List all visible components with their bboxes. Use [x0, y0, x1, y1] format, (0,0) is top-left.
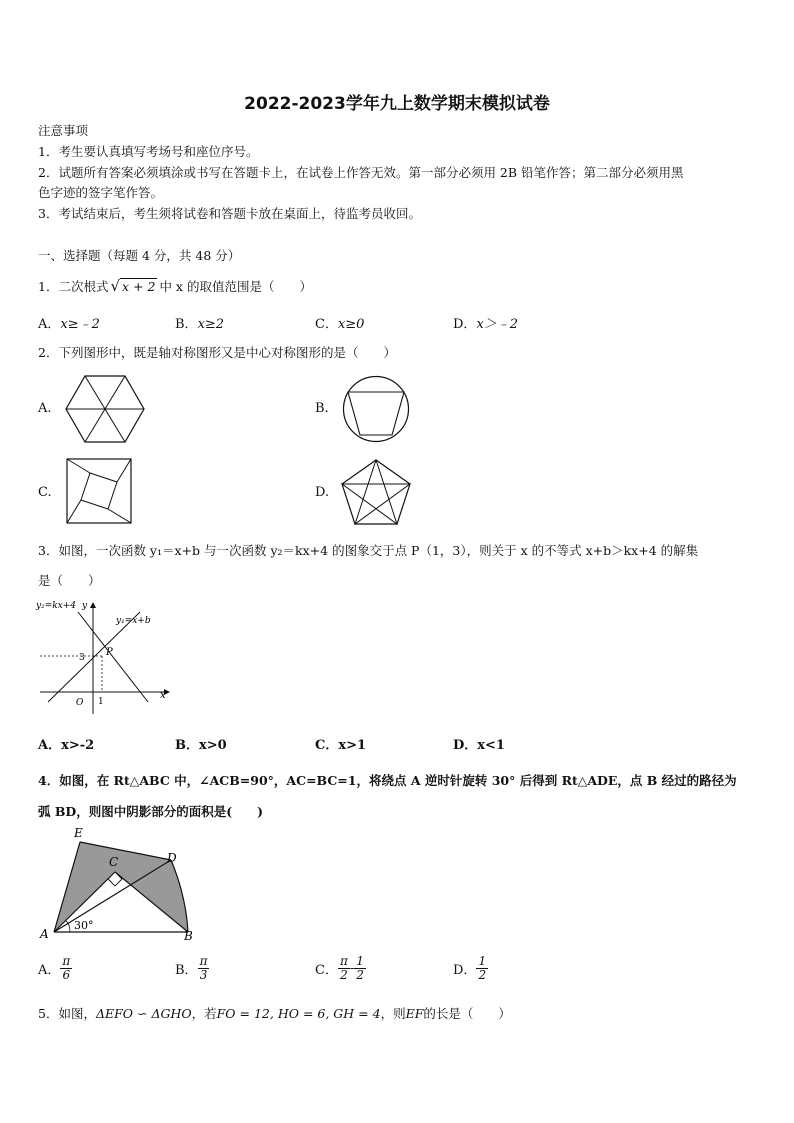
question-4-line-2: 弧 BD，则图中阴影部分的面积是( ) [38, 804, 264, 819]
page-title: 2022-2023学年九上数学期末模拟试卷 [244, 94, 550, 114]
question-5: 5．如图，ΔEFO ∽ ΔGHO，若FO = 12, HO = 6, GH = 4，则EF的长是（ ） [38, 1006, 511, 1021]
question-4-line-1: 4．如图，在 Rt△ABC 中，∠ACB=90°，AC=BC=1，将绕点 A 逆时针旋转 30° 后得到 Rt△ADE，点 B 经过的路径为 [38, 773, 737, 788]
notice-item: 1．考生要认真填写考场号和座位序号。 [38, 144, 259, 159]
q2-label-a: A. [38, 401, 52, 416]
label-one: 1 [98, 697, 104, 707]
q1-stem-post: 中 x 的取值范围是（ ） [159, 279, 312, 294]
section-heading: 一、选择题（每题 4 分，共 48 分） [38, 248, 241, 263]
q1-radical: √ x + 2 [110, 277, 156, 295]
q1-option-c: C．x≥0 [315, 317, 365, 332]
label-three: 3 [79, 653, 85, 663]
q2-figure-a-hexagon [65, 375, 145, 443]
notice-item: 2．试题所有答案必须填涂或书写在答题卡上，在试卷上作答无效。第一部分必须用 2B 铅笔作答；第二部分必须用黑 [38, 165, 684, 180]
q1-radicand: x + 2 [122, 279, 156, 294]
q4-figure [36, 824, 206, 946]
question-1 [38, 277, 312, 295]
y-axis-arrow [90, 602, 96, 608]
q4-option-b: B． $\frac{\pi}{3}$ [175, 954, 208, 982]
question-3-line-1: 3．如图，一次函数 y₁＝x+b 与一次函数 y₂＝kx+4 的图象交于点 P（1，3），则关于 x 的不等式 x+b＞kx+4 的解集 [38, 543, 699, 558]
q5-similar: ΔEFO ∽ ΔGHO [95, 1006, 192, 1021]
q3-option-b: B．x>0 [175, 738, 227, 753]
label-b: B [184, 929, 193, 943]
notice-heading: 注意事项 [38, 123, 89, 138]
q3-option-d: D．x<1 [453, 738, 505, 753]
question-2: 2．下列图形中，既是轴对称图形又是中心对称图形的是（ ） [38, 345, 396, 360]
notice-item: 3．考试结束后，考生须将试卷和答题卡放在桌面上，待监考员收回。 [38, 206, 421, 221]
label-origin: O [76, 698, 84, 708]
label-y2: y₂=kx+4 [36, 601, 77, 611]
q3-option-c: C．x>1 [315, 738, 367, 753]
q2-figure-c-square-pinwheel [66, 458, 132, 524]
q2-label-d: D. [315, 485, 330, 500]
q5-target: EF [405, 1006, 424, 1021]
question-3-line-2: 是（ ） [38, 573, 101, 588]
label-y-axis: y [82, 601, 88, 611]
q4-option-d: D． $\frac{1}{2}$ [453, 954, 487, 982]
label-y1: y₁=x+b [116, 616, 151, 626]
label-e: E [74, 826, 83, 840]
q1-stem-pre: 1．二次根式 [38, 279, 109, 294]
q5-given: FO = 12, HO = 6, GH = 4 [216, 1006, 381, 1021]
q4-option-a: A． $\frac{\pi}{6}$ [38, 954, 71, 982]
q2-figure-b-circle-trapezoid [342, 375, 410, 443]
label-p: P [106, 647, 113, 658]
q2-label-c: C. [38, 485, 52, 500]
label-x-axis: x [160, 690, 166, 701]
q3-graph [36, 598, 176, 716]
q1-option-a: A．x≥﹣2 [38, 317, 100, 332]
notice-item: 色字迹的签字笔作答。 [38, 185, 164, 200]
q2-label-b: B. [315, 401, 329, 416]
q3-option-a: A．x>-2 [38, 738, 95, 753]
q4-option-c: C． $\frac{\pi}{2}$ - $\frac{1}{2}$ [315, 954, 364, 982]
q2-figure-d-pentagram [340, 458, 412, 526]
label-d: D [167, 851, 177, 865]
label-a: A [40, 927, 49, 941]
q1-option-d: D．x＞﹣2 [453, 317, 519, 332]
q1-option-b: B．x≥2 [175, 317, 225, 332]
label-angle: 30° [74, 919, 94, 932]
label-c: C [109, 855, 119, 869]
